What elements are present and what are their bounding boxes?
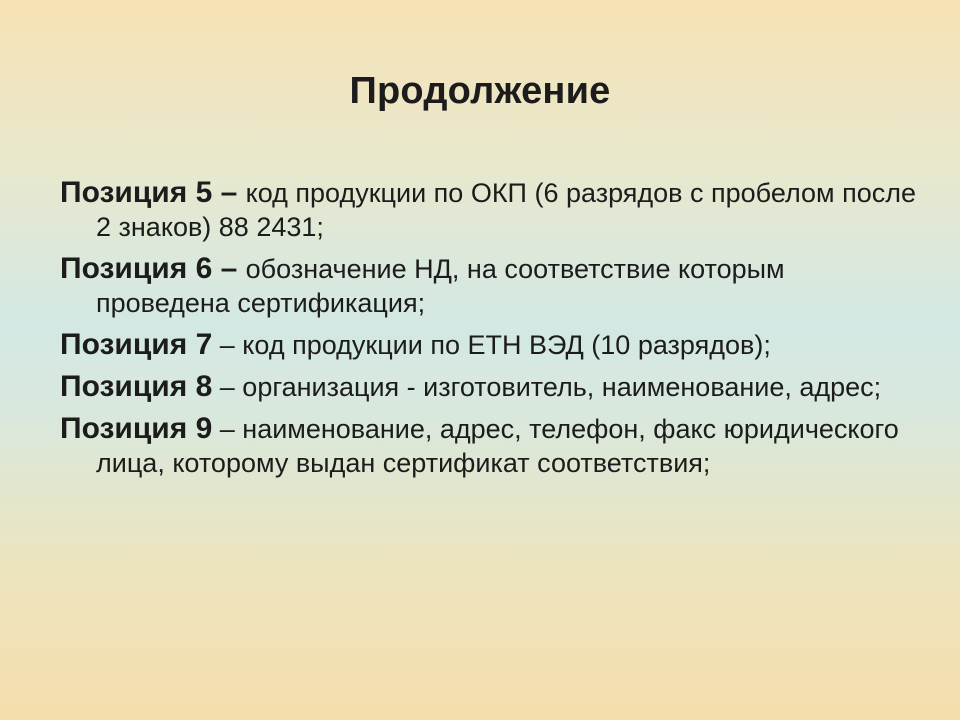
- position-text: код продукции по ОКП (6 разрядов с пробелом после 2 знаков) 88 2431;: [96, 178, 916, 242]
- position-dash: –: [212, 252, 246, 285]
- position-text: код продукции по ЕТН ВЭД (10 разрядов);: [242, 330, 771, 360]
- position-dash: –: [212, 414, 243, 444]
- position-dash: –: [212, 176, 246, 209]
- position-label: Позиция 6: [60, 252, 213, 285]
- position-dash: –: [212, 372, 243, 402]
- position-text: наименование, адрес, телефон, факс юридического лица, которому выдан сертификат соответствия;: [96, 414, 899, 478]
- position-item-9: [60, 412, 920, 480]
- position-item-8: [60, 370, 920, 404]
- position-label: Позиция 8: [60, 370, 213, 403]
- position-item-5: [60, 176, 920, 244]
- position-label: Позиция 7: [60, 328, 213, 361]
- position-list: [60, 176, 920, 488]
- position-text: обозначение НД, на соответствие которым проведена сертификация;: [96, 254, 785, 318]
- slide-title: Продолжение: [349, 70, 611, 112]
- position-item-6: [60, 252, 920, 320]
- position-item-7: [60, 328, 920, 362]
- position-label: Позиция 5: [60, 176, 213, 209]
- position-dash: –: [212, 330, 243, 360]
- position-label: Позиция 9: [60, 412, 213, 445]
- position-text: организация - изготовитель, наименование, адрес;: [242, 372, 882, 402]
